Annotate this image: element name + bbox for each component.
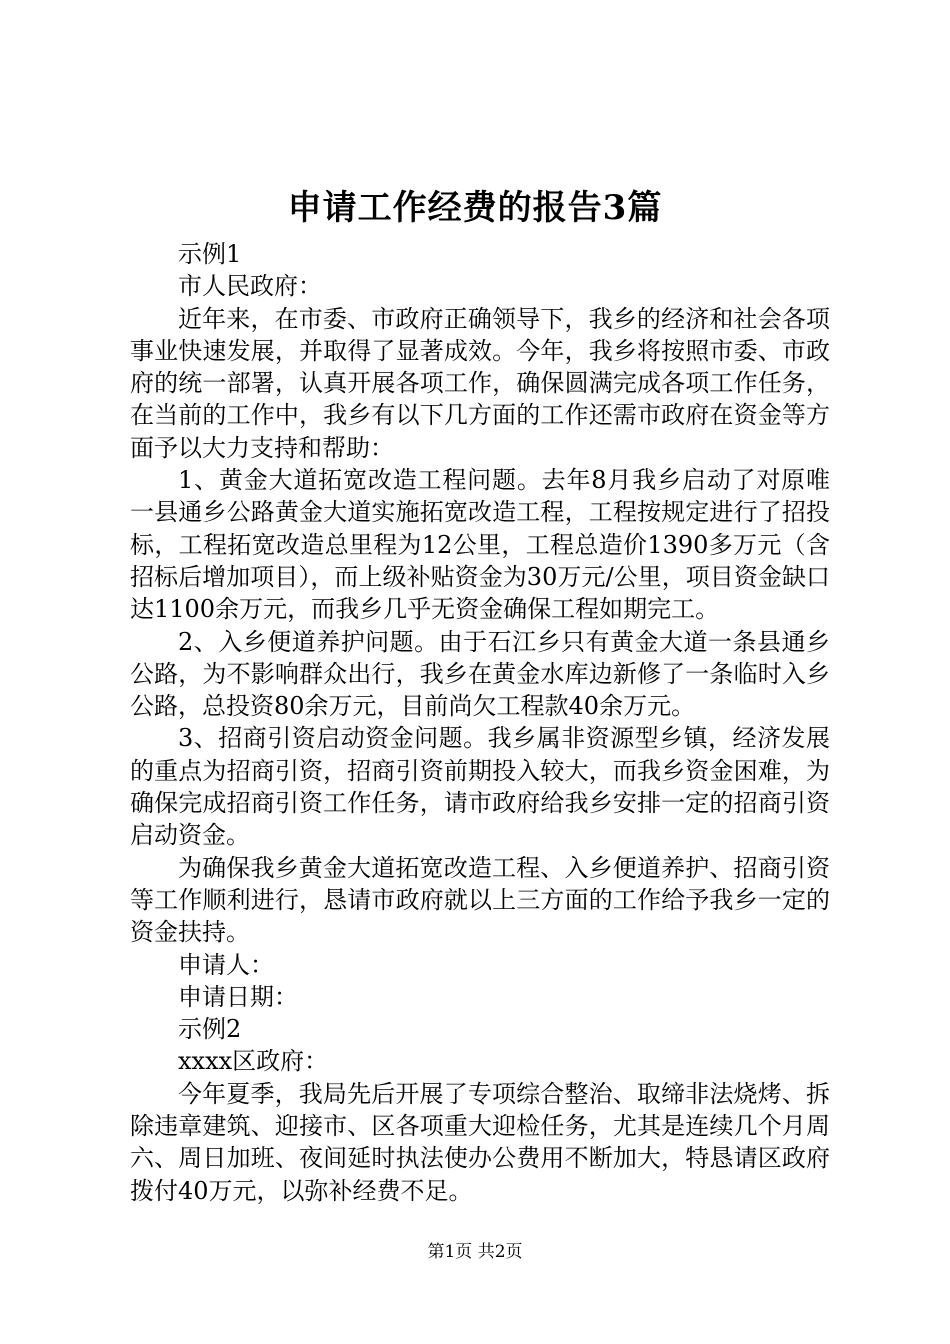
paragraph: 近年来，在市委、市政府正确领导下，我乡的经济和社会各项事业快速发展，并取得了显著成效。今年，我乡将按照市委、市政府的统一部署，认真开展各项工作，确保圆满完成各项工作任务，在当前的工作中，我乡有以下几方面的工作还需市政府在资金等方面予以大力支持和帮助：	[130, 304, 830, 462]
paragraph: 2、入乡便道养护问题。由于石江乡只有黄金大道一条县通乡公路，为不影响群众出行，我乡在黄金水库边新修了一条临时入乡公路，总投资80余万元，目前尚欠工程款40余万元。	[130, 627, 830, 721]
paragraph: 申请日期：	[178, 982, 298, 1011]
paragraph: 市人民政府：	[178, 272, 322, 301]
paragraph: 1、黄金大道拓宽改造工程问题。去年8月我乡启动了对原唯一县通乡公路黄金大道实施拓宽改造工程，工程按规定进行了招投标，工程拓宽改造总里程为12公里，工程总造价1390多万元（含招标后增加项目），而上级补贴资金为30万元/公里，项目资金缺口达1100余万元，而我乡几乎无资金确保工程如期完工。	[130, 466, 830, 624]
paragraph: 示例1	[178, 240, 242, 268]
paragraph: 申请人：	[178, 950, 274, 979]
document-body	[130, 238, 830, 1207]
paragraph: 今年夏季，我局先后开展了专项综合整治、取缔非法烧烤、拆除违章建筑、迎接市、区各项重大迎检任务，尤其是连续几个月周六、周日加班、夜间延时执法使办公费用不断加大，特恳请区政府拨付40万元，以弥补经费不足。	[130, 1079, 830, 1205]
document-title: 申请工作经费的报告3篇	[287, 188, 663, 228]
page-footer: 第1页 共2页	[427, 1242, 523, 1262]
paragraph: 3、招商引资启动资金问题。我乡属非资源型乡镇，经济发展的重点为招商引资，招商引资前期投入较大，而我乡资金困难，为确保完成招商引资工作任务，请市政府给我乡安排一定的招商引资启动资金。	[130, 724, 830, 850]
paragraph: xxxx区政府：	[178, 1047, 329, 1076]
paragraph: 为确保我乡黄金大道拓宽改造工程、入乡便道养护、招商引资等工作顺利进行，恳请市政府就以上三方面的工作给予我乡一定的资金扶持。	[130, 853, 830, 947]
paragraph: 示例2	[178, 1015, 242, 1044]
